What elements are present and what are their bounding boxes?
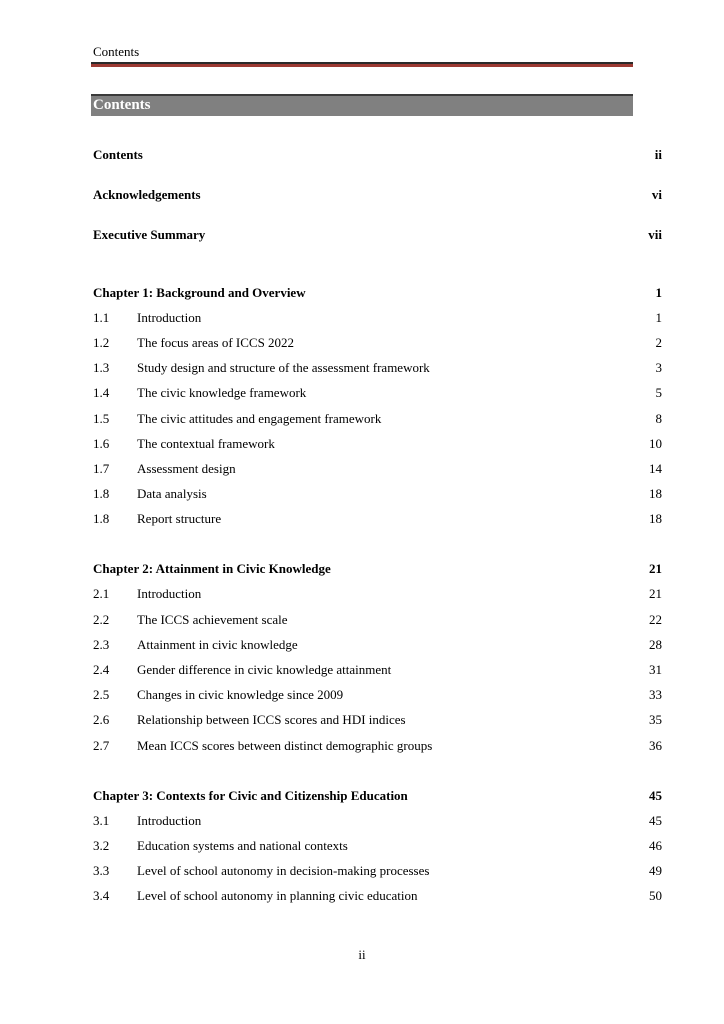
section-title: Relationship between ICCS scores and HDI indices: [137, 712, 406, 727]
section-title: Attainment in civic knowledge: [137, 637, 298, 652]
section-number: 1.3: [93, 360, 110, 375]
section-number: 1.2: [93, 335, 110, 350]
toc-entry-page: vi: [651, 187, 662, 202]
section-heading: Contents: [93, 97, 151, 113]
section-number: 3.3: [93, 863, 110, 878]
section-number: 1.6: [93, 436, 110, 451]
section-page: 45: [649, 813, 662, 828]
section-title: Education systems and national contexts: [137, 838, 348, 853]
section-title: Introduction: [137, 310, 202, 325]
toc-entry-front-matter[interactable]: [93, 146, 662, 164]
toc-section[interactable]: [93, 510, 662, 528]
section-page: 21: [649, 586, 662, 601]
section-page: 5: [655, 385, 662, 400]
section-page: 1: [655, 310, 662, 325]
section-number: 1.5: [93, 411, 110, 426]
toc-section[interactable]: [93, 636, 662, 654]
section-page: 46: [649, 838, 662, 853]
section-page: 2: [655, 335, 662, 350]
section-title: The civic attitudes and engagement framework: [137, 411, 382, 426]
toc-section[interactable]: [93, 661, 662, 679]
section-title: The civic knowledge framework: [137, 385, 307, 400]
chapter-title: Chapter 1: Background and Overview: [93, 285, 306, 300]
section-title: Introduction: [137, 586, 202, 601]
section-page: 10: [649, 436, 662, 451]
section-page: 50: [649, 888, 662, 903]
section-title: The focus areas of ICCS 2022: [137, 335, 295, 350]
section-number: 2.3: [93, 637, 110, 652]
section-title: Report structure: [137, 511, 222, 526]
header-rule-accent: [91, 64, 633, 67]
toc-section[interactable]: [93, 359, 662, 377]
toc-section[interactable]: [93, 887, 662, 905]
section-title: Assessment design: [137, 461, 236, 476]
toc-entry-front-matter[interactable]: [93, 226, 662, 244]
toc-section[interactable]: [93, 611, 662, 629]
toc-chapter-1[interactable]: [93, 284, 662, 302]
section-title: The ICCS achievement scale: [137, 612, 288, 627]
section-number: 2.2: [93, 612, 110, 627]
section-number: 3.1: [93, 813, 110, 828]
toc-section[interactable]: [93, 334, 662, 352]
section-title: Level of school autonomy in planning civic education: [137, 888, 418, 903]
section-title: Changes in civic knowledge since 2009: [137, 687, 344, 702]
section-number: 1.1: [93, 310, 110, 325]
section-page: 18: [649, 486, 662, 501]
running-header: Contents: [93, 44, 140, 59]
toc-section[interactable]: [93, 711, 662, 729]
section-number: 1.4: [93, 385, 110, 400]
section-page: 8: [655, 411, 662, 426]
section-title: Study design and structure of the assessment framework: [137, 360, 430, 375]
section-title: Gender difference in civic knowledge attainment: [137, 662, 392, 677]
toc-entry-title: Executive Summary: [93, 227, 206, 242]
toc-chapter-2[interactable]: [93, 560, 662, 578]
toc-chapter-3[interactable]: [93, 787, 662, 805]
toc-entry-title: Acknowledgements: [93, 187, 201, 202]
toc-section[interactable]: [93, 812, 662, 830]
toc-entry-page: ii: [654, 147, 662, 162]
chapter-page: 1: [655, 285, 662, 300]
toc-entry-front-matter[interactable]: [93, 186, 662, 204]
toc-section[interactable]: [93, 384, 662, 402]
section-title: Data analysis: [137, 486, 207, 501]
section-page: 49: [649, 863, 662, 878]
section-title: Level of school autonomy in decision-making processes: [137, 863, 430, 878]
toc-section[interactable]: [93, 460, 662, 478]
section-page: 33: [649, 687, 662, 702]
section-number: 2.5: [93, 687, 110, 702]
section-number: 2.7: [93, 738, 110, 753]
section-heading-bar: [91, 94, 633, 116]
page-number: ii: [358, 947, 366, 962]
section-page: 28: [649, 637, 662, 652]
section-number: 1.8: [93, 511, 110, 526]
chapter-page: 45: [649, 788, 662, 803]
section-number: 2.6: [93, 712, 110, 727]
chapter-page: 21: [649, 561, 662, 576]
section-number: 3.2: [93, 838, 110, 853]
toc-section[interactable]: [93, 686, 662, 704]
section-page: 3: [655, 360, 662, 375]
toc-section[interactable]: [93, 585, 662, 603]
toc-section[interactable]: [93, 485, 662, 503]
section-page: 18: [649, 511, 662, 526]
section-page: 31: [649, 662, 662, 677]
section-number: 2.4: [93, 662, 110, 677]
toc-section[interactable]: [93, 737, 662, 755]
section-page: 22: [649, 612, 662, 627]
section-title: Mean ICCS scores between distinct demographic groups: [137, 738, 433, 753]
section-page: 36: [649, 738, 662, 753]
toc-section[interactable]: [93, 435, 662, 453]
toc-section[interactable]: [93, 410, 662, 428]
section-number: 2.1: [93, 586, 110, 601]
toc-entry-title: Contents: [93, 147, 143, 162]
chapter-title: Chapter 3: Contexts for Civic and Citizenship Education: [93, 788, 408, 803]
toc-entry-page: vii: [648, 227, 662, 242]
section-page: 35: [649, 712, 662, 727]
toc-section[interactable]: [93, 862, 662, 880]
chapter-title: Chapter 2: Attainment in Civic Knowledge: [93, 561, 331, 576]
toc-section[interactable]: [93, 837, 662, 855]
section-number: 1.8: [93, 486, 110, 501]
section-title: The contextual framework: [137, 436, 275, 451]
section-number: 1.7: [93, 461, 110, 476]
section-title: Introduction: [137, 813, 202, 828]
section-number: 3.4: [93, 888, 110, 903]
toc-section[interactable]: [93, 309, 662, 327]
section-page: 14: [649, 461, 662, 476]
